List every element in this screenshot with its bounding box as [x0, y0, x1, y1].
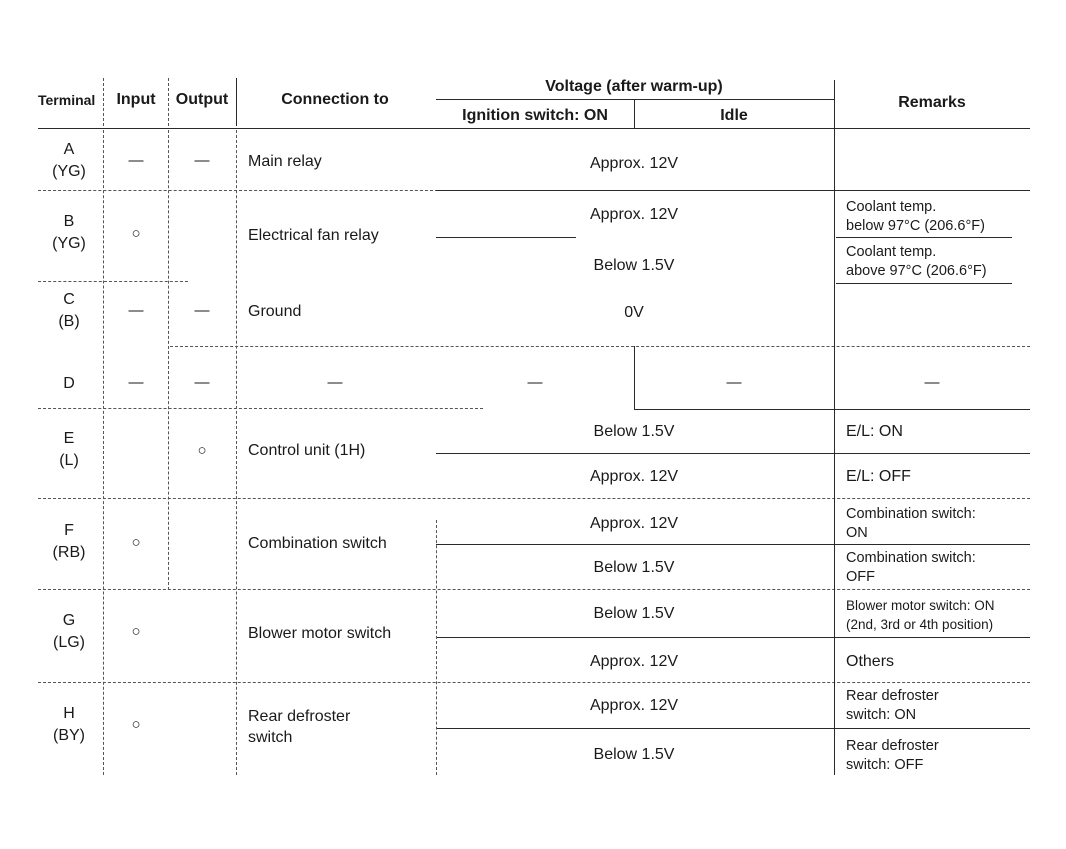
header-bottom-rule: [38, 128, 1030, 129]
connection-label: Ground: [248, 303, 302, 320]
connection-label: Combination switch: [248, 535, 387, 552]
input-mark: ○: [131, 623, 141, 640]
col-terminal-input: [103, 130, 104, 775]
terminal-label: A: [63, 141, 75, 158]
col-connection-voltage: [436, 520, 437, 775]
row-b-split-volt: [436, 237, 576, 238]
input-mark: ○: [131, 534, 141, 551]
row-sep-b-c-left: [38, 281, 188, 282]
remark-text: Coolant temp. below 97°C (206.6°F): [846, 199, 985, 234]
col-input-output: [168, 130, 169, 590]
voltage-value: Below 1.5V: [593, 257, 675, 274]
remark-text: —: [924, 374, 940, 391]
voltage-header-rule: [436, 99, 834, 100]
voltage-value: Approx. 12V: [589, 206, 679, 223]
terminal-wire-color: (RB): [52, 544, 86, 561]
col-voltage-remarks: [834, 80, 835, 775]
row-sep-c-d: [170, 346, 1030, 347]
connection-label: Electrical fan relay: [248, 227, 379, 244]
row-g-split: [436, 637, 1030, 638]
header-voltage: Voltage (after warm-up): [545, 78, 723, 95]
row-sep-e-f: [38, 498, 1030, 499]
output-mark: —: [194, 302, 210, 319]
col-ign-idle-row-d: [634, 346, 635, 409]
terminal-label: E: [63, 430, 75, 447]
voltage-value: Approx. 12V: [589, 697, 679, 714]
terminal-label: C: [63, 291, 75, 308]
terminal-wire-color: (B): [58, 313, 80, 330]
header-terminal: Terminal: [38, 92, 96, 108]
header-divider-voltage: [634, 100, 635, 128]
remark-text: Combination switch: ON: [846, 506, 976, 541]
connection-label: Blower motor switch: [248, 625, 392, 642]
col-output-connection: [236, 130, 237, 775]
remark-text: Rear defroster switch: ON: [846, 688, 939, 723]
terminal-wire-color: (YG): [52, 235, 86, 252]
output-mark: —: [194, 152, 210, 169]
remark-text: Coolant temp. above 97°C (206.6°F): [846, 244, 987, 279]
connection-label: Main relay: [248, 153, 322, 170]
connection-label: —: [327, 374, 343, 391]
voltage-value: 0V: [624, 304, 644, 321]
row-sep-d-e-right: [634, 409, 1030, 410]
voltage-value: Approx. 12V: [589, 468, 679, 485]
voltage-ignition-value: —: [527, 374, 543, 391]
header-idle: Idle: [720, 107, 748, 124]
terminal-label: G: [62, 612, 76, 629]
terminal-wire-color: (L): [59, 452, 79, 469]
connection-label: Rear defroster switch: [248, 708, 351, 746]
terminal-label: D: [63, 375, 75, 392]
input-mark: —: [128, 152, 144, 169]
voltage-value: Below 1.5V: [593, 746, 675, 763]
output-mark: —: [194, 374, 210, 391]
header-divider-input: [168, 78, 169, 126]
header-connection: Connection to: [281, 91, 389, 108]
remark-text: Rear defroster switch: OFF: [846, 738, 939, 773]
voltage-idle-value: —: [726, 374, 742, 391]
remark-text: Combination switch: OFF: [846, 550, 976, 585]
terminal-label: H: [63, 705, 75, 722]
row-f-split: [436, 544, 1030, 545]
remark-text: Blower motor switch: ON (2nd, 3rd or 4th position): [846, 598, 995, 632]
output-mark: ○: [197, 442, 207, 459]
header-ignition-on: Ignition switch: ON: [462, 107, 608, 124]
input-mark: —: [128, 302, 144, 319]
remark-text: Others: [846, 653, 895, 670]
remark-text: E/L: ON: [846, 423, 903, 440]
header-output: Output: [175, 91, 229, 108]
row-h-split: [436, 728, 1030, 729]
connection-label: Control unit (1H): [248, 442, 366, 459]
header-remarks: Remarks: [898, 94, 966, 111]
voltage-value: Below 1.5V: [593, 559, 675, 576]
header-divider-output: [236, 78, 237, 126]
header-divider-terminal: [103, 78, 104, 126]
terminal-label: F: [64, 522, 74, 539]
row-sep-g-h: [38, 682, 1030, 683]
input-mark: ○: [131, 716, 141, 733]
voltage-value: Approx. 12V: [589, 515, 679, 532]
input-mark: ○: [131, 225, 141, 242]
row-b-split-rem: [836, 237, 1012, 238]
header-input: Input: [116, 91, 156, 108]
voltage-value: Below 1.5V: [593, 423, 675, 440]
voltage-value: Approx. 12V: [589, 653, 679, 670]
terminal-wire-color: (BY): [53, 727, 85, 744]
input-mark: —: [128, 374, 144, 391]
terminal-label: B: [63, 213, 75, 230]
terminal-wire-color: (LG): [53, 634, 85, 651]
voltage-value: Approx. 12V: [589, 155, 679, 172]
row-sep-a-b-right: [436, 190, 1030, 191]
terminal-wire-color: (YG): [52, 163, 86, 180]
row-sep-d-e-left: [38, 408, 483, 409]
row-e-split: [436, 453, 1030, 454]
voltage-value: Below 1.5V: [593, 605, 675, 622]
remark-text: E/L: OFF: [846, 468, 911, 485]
row-sep-f-g: [38, 589, 1030, 590]
row-sep-b-c-right: [836, 283, 1012, 284]
row-sep-a-b-left: [38, 190, 438, 191]
